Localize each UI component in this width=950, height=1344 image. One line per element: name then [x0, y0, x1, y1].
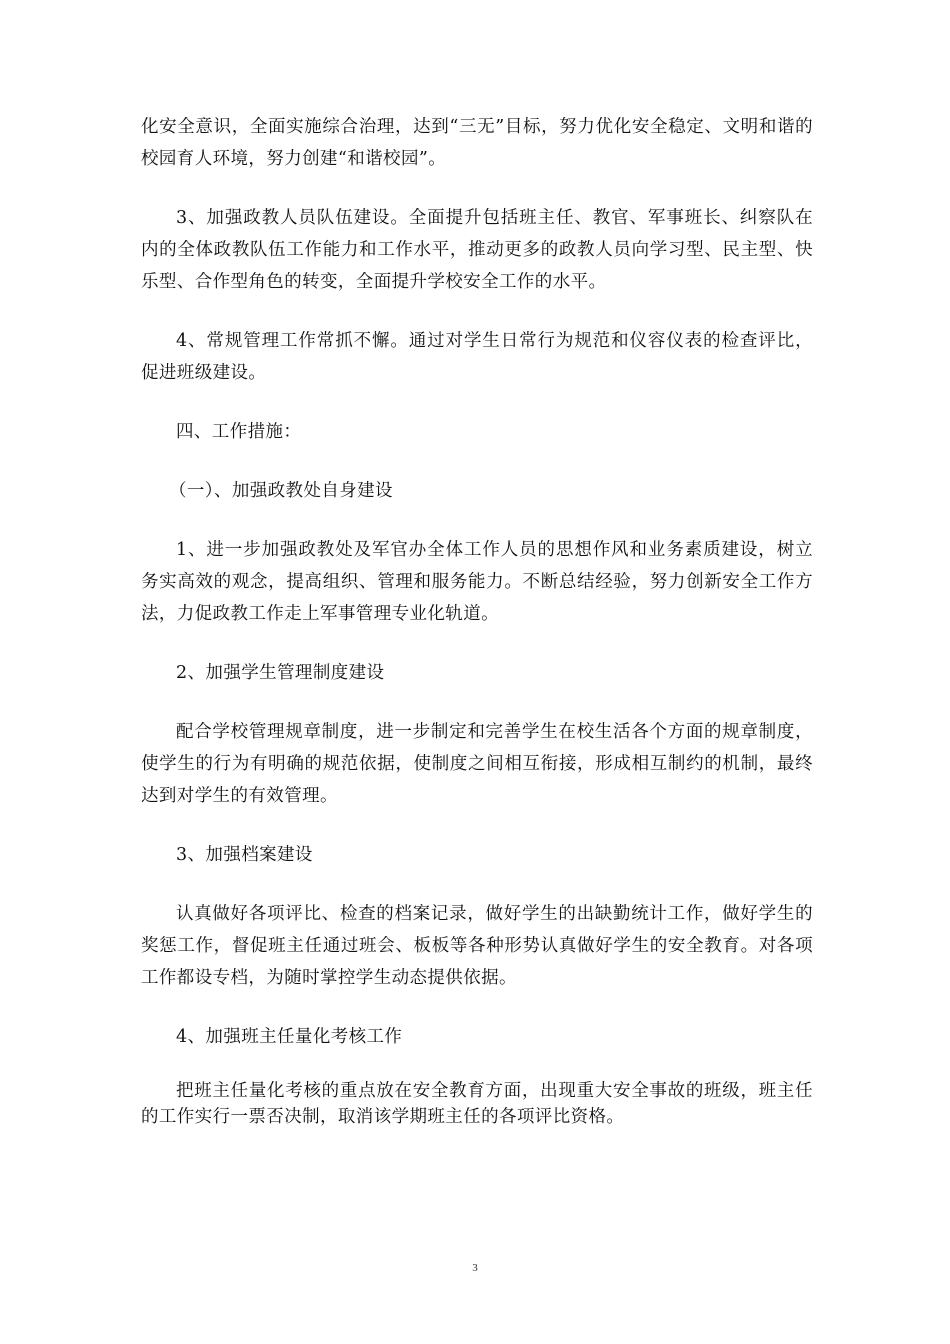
paragraph-archives: 认真做好各项评比、检查的档案记录，做好学生的出缺勤统计工作，做好学生的奖惩工作，督促班主任通过班会、板板等各种形势认真做好学生的安全教育。对各项工作都设专档，为随时掌控学生动态提供依据。: [141, 904, 813, 988]
subheading-management-system: 2、加强学生管理制度建设: [176, 663, 385, 683]
paragraph-item-3: 3、加强政教人员队伍建设。全面提升包括班主任、教官、军事班长、纠察队在内的全体政教队伍工作能力和工作水平，推动更多的政教人员向学习型、民主型、快乐型、合作型角色的转变，全面提升学校安全工作的水平。: [141, 208, 813, 292]
paragraph-measure-1: 1、进一步加强政教处及军官办全体工作人员的思想作风和业务素质建设，树立务实高效的观念，提高组织、管理和服务能力。不断总结经验，努力创新安全工作方法，力促政教工作走上军事管理专业化轨道。: [141, 540, 813, 624]
subsection-heading-1: （一）、加强政教处自身建设: [169, 481, 393, 501]
subheading-head-teacher-assessment: 4、加强班主任量化考核工作: [176, 1027, 403, 1047]
subheading-archives: 3、加强档案建设: [176, 845, 313, 865]
paragraph-item-4: 4、常规管理工作常抓不懈。通过对学生日常行为规范和仪容仪表的检查评比，促进班级建设。: [141, 331, 813, 383]
page-number: 3: [472, 1262, 478, 1274]
paragraph-management-system: 配合学校管理规章制度，进一步制定和完善学生在校生活各个方面的规章制度，使学生的行为有明确的规范依据，使制度之间相互衔接，形成相互制约的机制，最终达到对学生的有效管理。: [141, 722, 813, 806]
paragraph-continuation: 化安全意识，全面实施综合治理，达到“三无”目标，努力优化安全稳定、文明和谐的校园育人环境，努力创建“和谐校园”。: [141, 117, 813, 169]
section-heading-measures: 四、工作措施：: [176, 422, 302, 442]
document-body: [141, 111, 813, 1157]
paragraph-head-teacher-assessment: 把班主任量化考核的重点放在安全教育方面，出现重大安全事故的班级，班主任的工作实行一票否决制，取消该学期班主任的各项评比资格。: [141, 1081, 813, 1127]
